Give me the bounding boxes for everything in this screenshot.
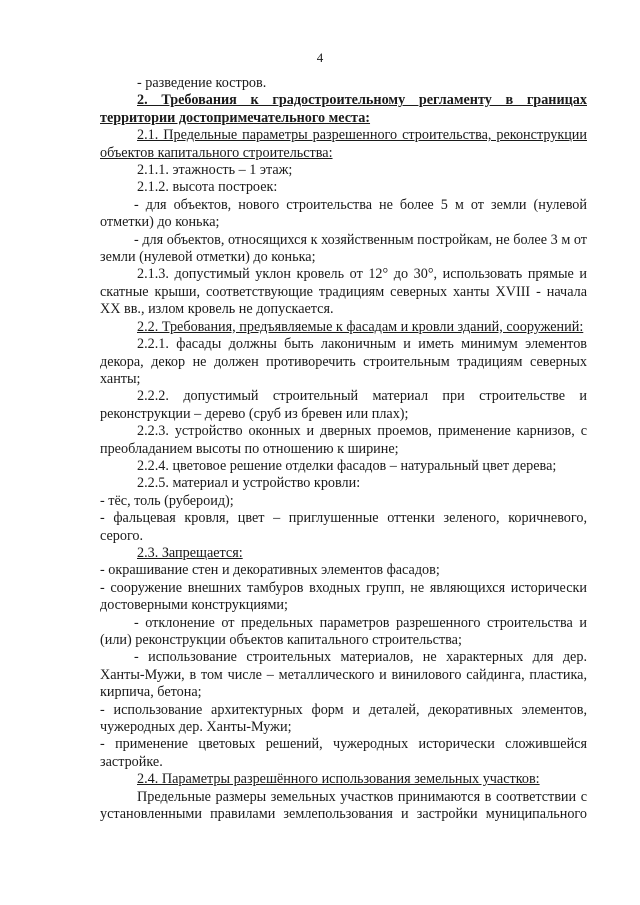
clause-2-1-3: 2.1.3. допустимый уклон кровель от 12° до 30°, использовать прямые и скатные крыши, соответствующие традициям северных ханты XVIII - начала XX вв., излом кровель не допускается. [100,266,587,318]
clause-2-2-4: 2.2.4. цветовое решение отделки фасадов – натуральный цвет дерева; [137,457,557,474]
clause-2-2-1: 2.2.1. фасады должны быть лаконичным и иметь минимум элементов декора, декор не должен противоречить строительным традициям северных ханты; [100,336,587,387]
paragraph-bullet: - для объектов, нового строительства не более 5 м от земли (нулевой отметки) до конька; [100,196,587,231]
paragraph-bullet: - отклонение от предельных параметров разрешенного строительства и (или) реконструкции объектов капитального строительства; [100,614,587,648]
paragraph-bullet: - сооружение внешних тамбуров входных групп, не являющихся исторически достоверными конструкциями; [100,579,587,614]
paragraph-bullet: - использование архитектурных форм и деталей, декоративных элементов, чужеродных дер. Ханты-Мужи; [100,701,587,736]
clause-2-2-5: 2.2.5. материал и устройство кровли: [137,475,361,492]
section-heading-2: 2. Требования к градостроительному регламенту в границах территории достопримечательного места: [100,92,587,126]
paragraph-bullet: - для объектов, относящихся к хозяйственным постройкам, не более 3 м от земли (нулевой отметки) до конька; [100,231,587,266]
subsection-heading-2-4: 2.4. Параметры разрешённого использования земельных участков: [137,771,540,788]
paragraph-bullet: - тёс, толь (рубероид); [100,492,234,509]
subsection-heading-2-3: 2.3. Запрещается: [137,544,243,561]
subsection-heading-2-2: 2.2. Требования, предъявляемые к фасадам и кровли зданий, сооружений: [137,318,584,335]
paragraph-bullet: - использование строительных материалов, не характерных для дер. Ханты-Мужи, в том числе – металлического и винилового сайдинга, пластика, кирпича, бетона; [100,649,587,701]
paragraph-bullet: - разведение костров. [137,75,267,91]
clause-2-1-1: 2.1.1. этажность – 1 этаж; [137,162,293,179]
document-body [100,75,587,823]
paragraph-bullet: - фальцевая кровля, цвет – приглушенные оттенки зеленого, коричневого, серого. [100,510,587,544]
clause-2-2-2: 2.2.2. допустимый строительный материал при строительстве и реконструкции – дерево (сруб из бревен или плах); [100,388,587,422]
page-number: 4 [316,50,324,65]
clause-2-1-2: 2.1.2. высота построек: [137,179,278,196]
paragraph-body: Предельные размеры земельных участков принимаются в соответствии с установленными правилами землепользования и застройки муниципального [100,788,587,823]
subsection-heading-2-1: 2.1. Предельные параметры разрешенного строительства, реконструкции объектов капитального строительства: [100,127,587,161]
paragraph-bullet: - применение цветовых решений, чужеродных исторически сложившейся застройке. [100,736,587,770]
paragraph-bullet: - окрашивание стен и декоративных элементов фасадов; [100,562,440,579]
clause-2-2-3: 2.2.3. устройство оконных и дверных проемов, применение карнизов, с преобладанием высоты по отношению к ширине; [100,423,587,457]
